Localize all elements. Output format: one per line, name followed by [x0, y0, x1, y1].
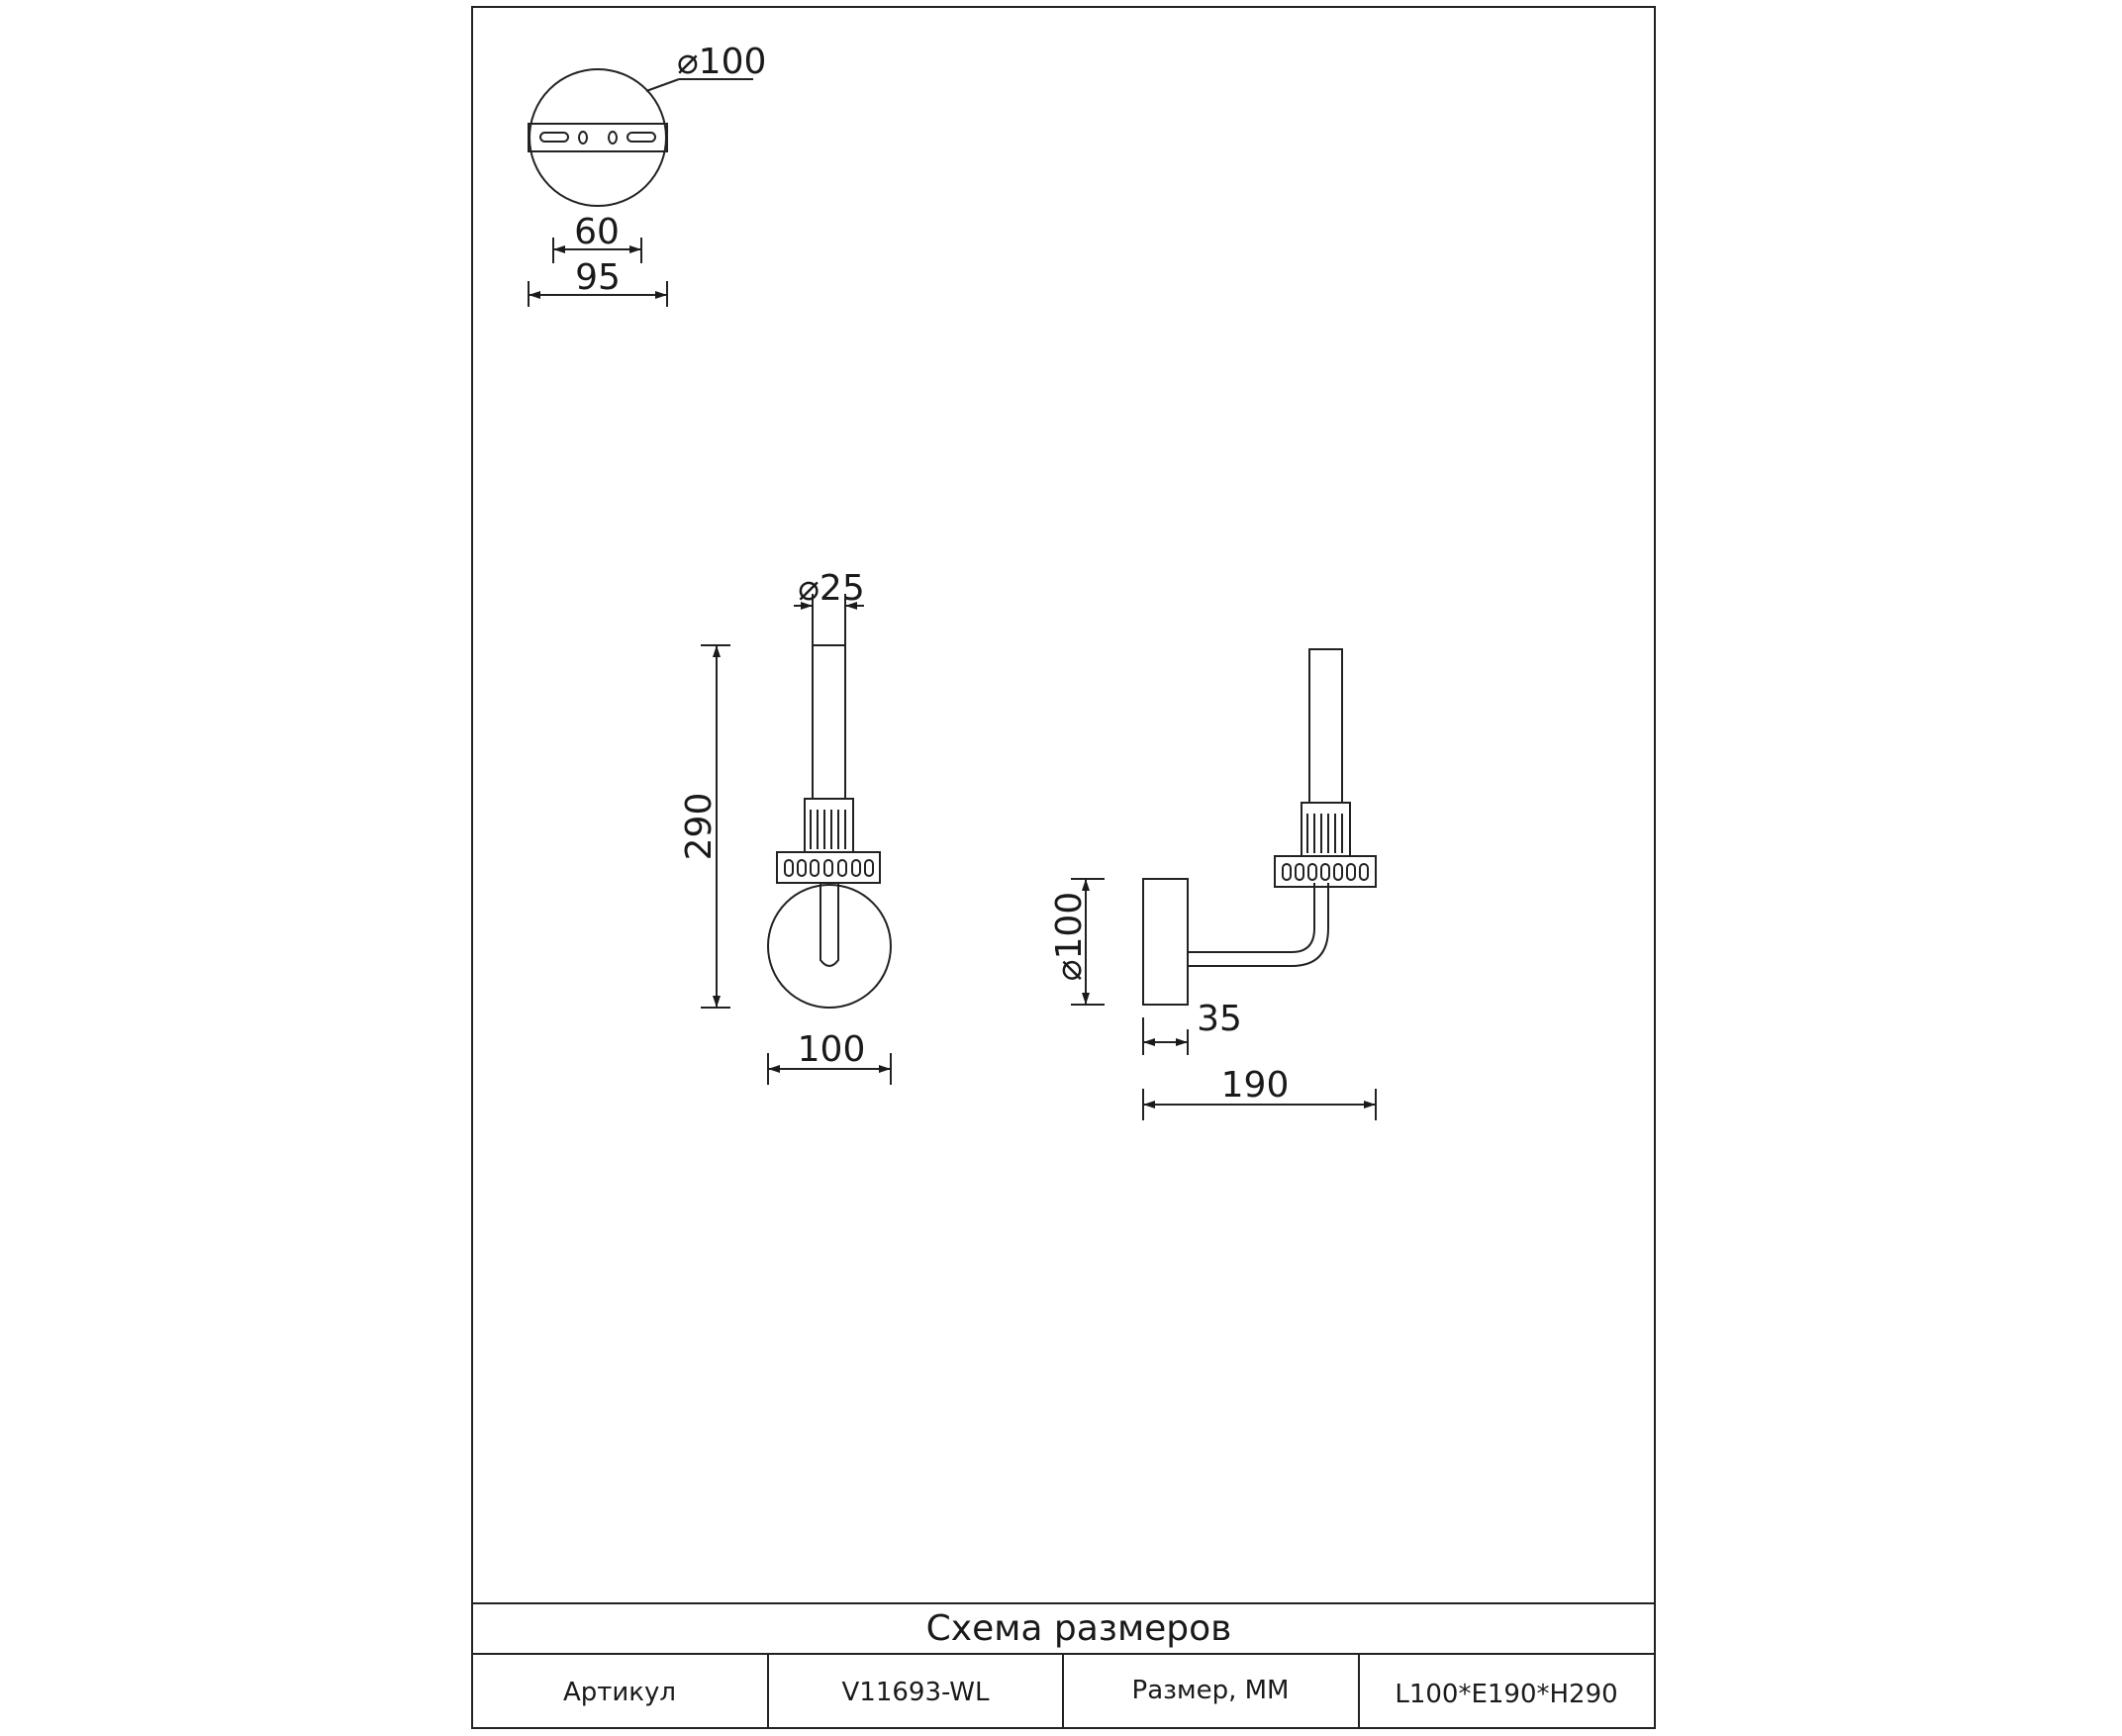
size-value: L100*E190*H290 — [1395, 1680, 1618, 1709]
front-tube — [813, 645, 845, 799]
article-value: V11693-WL — [841, 1678, 990, 1707]
mount-slot-right — [627, 133, 655, 142]
mount-slot-left — [540, 133, 568, 142]
mount-plate-width-label: 95 — [575, 257, 621, 298]
mount-plate-circle — [530, 69, 666, 206]
mount-diameter-leader — [646, 79, 679, 91]
side-view — [1071, 649, 1376, 1120]
side-wall-base — [1143, 879, 1188, 1005]
front-height-label: 290 — [679, 792, 720, 861]
front-width-label: 100 — [797, 1029, 866, 1070]
title-block-title: Схема размеров — [925, 1608, 1232, 1649]
sheet-border — [472, 7, 1655, 1728]
mount-bracket — [529, 124, 667, 151]
size-label: Размер, ММ — [1131, 1676, 1290, 1705]
mount-slot-spacing-label: 60 — [574, 212, 620, 252]
side-arm — [1188, 883, 1314, 952]
front-tube-diameter-label: ⌀25 — [798, 568, 865, 609]
mount-hole-right — [609, 132, 617, 144]
front-globe — [768, 885, 891, 1008]
mount-diameter-label: ⌀100 — [677, 42, 767, 82]
mount-plate-view — [529, 69, 753, 307]
side-projection-label: 190 — [1220, 1065, 1290, 1106]
mount-hole-left — [579, 132, 587, 144]
front-stem — [820, 883, 838, 966]
front-view — [701, 594, 891, 1085]
side-depth-label: 35 — [1197, 999, 1242, 1039]
article-label: Артикул — [562, 1678, 677, 1707]
side-base-diameter-label: ⌀100 — [1049, 891, 1090, 982]
side-tube — [1309, 649, 1342, 803]
